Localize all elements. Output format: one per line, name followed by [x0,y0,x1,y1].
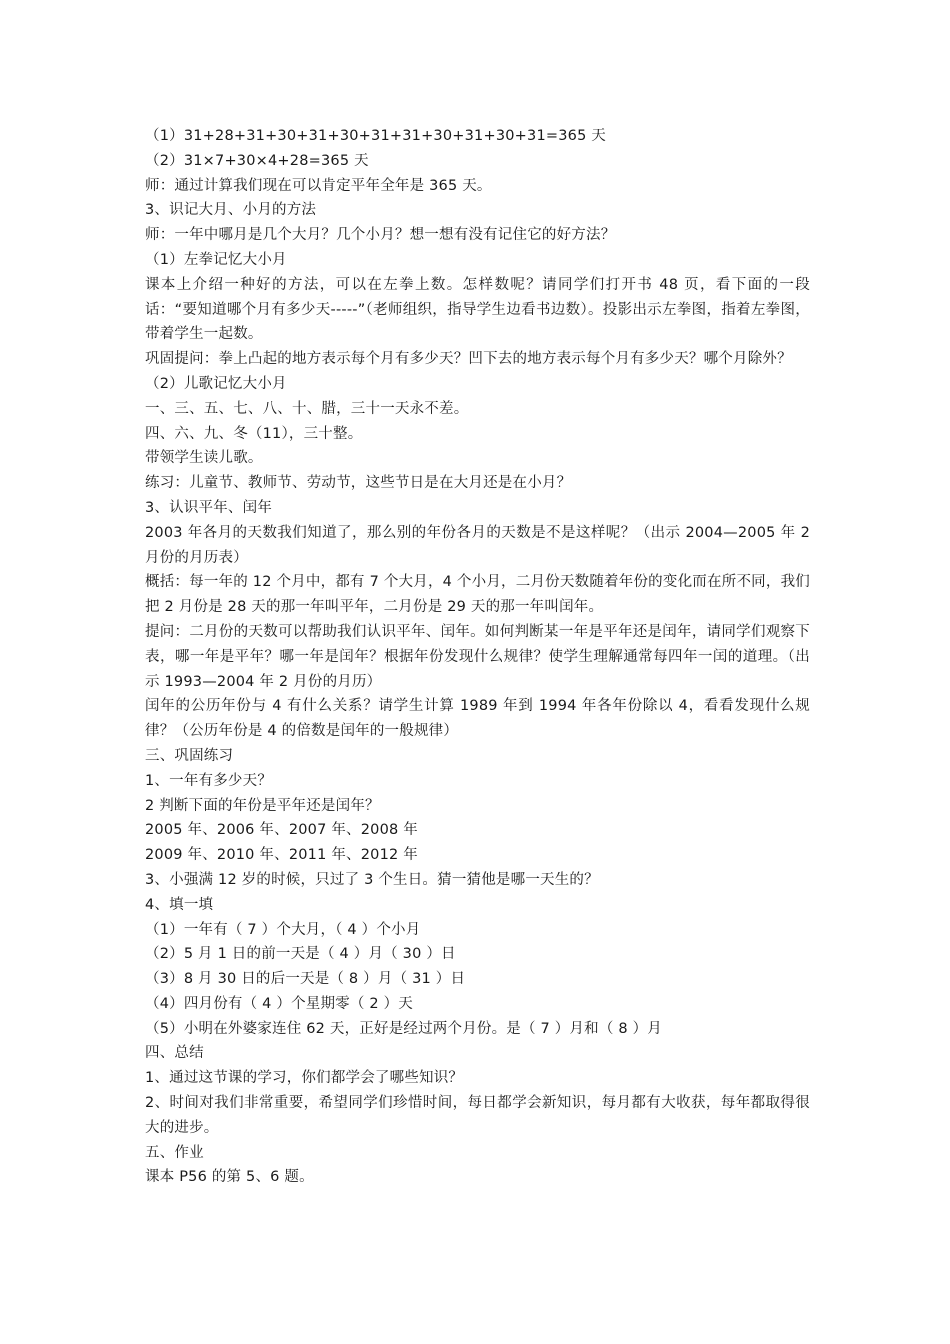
section-heading: 五、作业 [145,1144,204,1161]
text-line: 2009 年、2010 年、2011 年、2012 年 [145,847,418,864]
text-line: 4、填一填 [145,896,214,913]
text-line: 练习：儿童节、教师节、劳动节，这些节日是在大月还是在小月？ [145,475,572,492]
text-line: （5）小明在外婆家连住 62 天，正好是经过两个月份。是（ 7 ）月和（ 8 ）月 [145,1020,662,1037]
text-line: 1、一年有多少天？ [145,772,273,789]
document-page [145,124,810,1190]
paragraph: 课本上介绍一种好的方法，可以在左拳上数。怎样数呢？请同学们打开书 48 页，看下面的一段话：“要知道哪个月有多少天-----”（老师组织，指导学生边看书边数）。投影出示左拳图，指着左拳图，带着学生一起数。 [145,276,810,343]
text-line: （4）四月份有（ 4 ）个星期零（ 2 ）天 [145,995,414,1012]
text-line: 师：一年中哪月是几个大月？几个小月？想一想有没有记住它的好方法？ [145,227,616,244]
section-heading: 3、认识平年、闰年 [145,499,273,516]
text-line: 1、通过这节课的学习，你们都学会了哪些知识？ [145,1070,464,1087]
text-line: （1）31+28+31+30+31+30+31+31+30+31+30+31=365 天 [145,128,607,144]
text-line: （1）一年有（ 7 ）个大月，（ 4 ）个小月 [145,921,421,938]
text-line: 2 判断下面的年份是平年还是闰年？ [145,797,380,814]
paragraph: 2003 年各月的天数我们知道了，那么别的年份各月的天数是不是这样呢？（出示 2004—2005 年 2 月份的月历表） [145,524,810,566]
text-line: 师：通过计算我们现在可以肯定平年全年是 365 天。 [145,177,492,194]
paragraph: 提问：二月份的天数可以帮助我们认识平年、闰年。如何判断某一年是平年还是闰年，请同学们观察下表，哪一年是平年？哪一年是闰年？根据年份发现什么规律？使学生理解通常每四年一闰的道理。（出示 1993—2004 年 2 月份的月历） [145,623,810,690]
subsection-heading: （2）儿歌记忆大小月 [145,375,287,392]
text-line: 3、小强满 12 岁的时候，只过了 3 个生日。猜一猜他是哪一天生的？ [145,871,599,888]
text-line: 四、六、九、冬（11），三十整。 [145,425,363,442]
paragraph: 巩固提问：拳上凸起的地方表示每个月有多少天？凹下去的地方表示每个月有多少天？哪个月除外？ [145,351,792,368]
text-line: （2）5 月 1 日的前一天是（ 4 ）月（ 30 ）日 [145,946,456,963]
text-line: 2005 年、2006 年、2007 年、2008 年 [145,822,418,839]
text-line: 一、三、五、七、八、十、腊，三十一天永不差。 [145,400,469,417]
text-line: （2）31×7+30×4+28=365 天 [145,152,369,169]
section-heading: 四、总结 [145,1045,204,1062]
subsection-heading: （1）左拳记忆大小月 [145,251,287,268]
text-line: 课本 P56 的第 5、6 题。 [145,1169,314,1186]
paragraph: 2、时间对我们非常重要，希望同学们珍惜时间，每日都学会新知识，每月都有大收获，每年都取得很大的进步。 [145,1095,810,1136]
text-line: （3）8 月 30 日的后一天是（ 8 ）月（ 31 ）日 [145,971,466,988]
section-heading: 3、识记大月、小月的方法 [145,202,317,219]
paragraph: 概括：每一年的 12 个月中，都有 7 个大月，4 个小月，二月份天数随着年份的变化而在所不同，我们把 2 月份是 28 天的那一年叫平年，二月份是 29 天的那一年叫闰年。 [145,574,810,616]
paragraph: 闰年的公历年份与 4 有什么关系？请学生计算 1989 年到 1994 年各年份除以 4，看看发现什么规律？（公历年份是 4 的倍数是闰年的一般规律） [145,698,810,740]
section-heading: 三、巩固练习 [145,747,234,764]
text-line: 带领学生读儿歌。 [145,450,263,467]
